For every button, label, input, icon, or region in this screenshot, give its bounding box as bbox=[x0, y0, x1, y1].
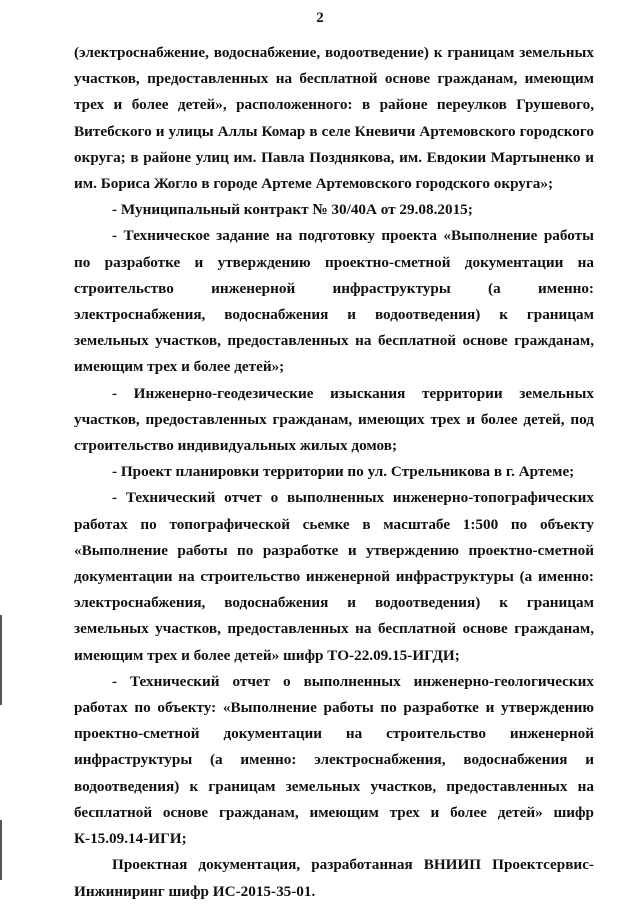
scan-edge-mark bbox=[0, 820, 2, 880]
paragraph-geodetic-surveys: - Инженерно-геодезические изыскания территории земельных участков, предоставленных гражданам, имеющих трех и более детей, под строительство индивидуальных жилых домов; bbox=[74, 384, 594, 455]
paragraph-municipal-contract: - Муниципальный контракт № 30/40А от 29.08.2015; bbox=[112, 201, 473, 219]
paragraph-geological-report: - Технический отчет о выполненных инженерно-геологических работах по объекту: «Выполнение работы по разработке и утверждению проектно-сметной документации на строительство инженерной инфраструктуры (а именно: электроснабжения, водоснабжения и водоотведения) к границам земельных участков, предоставленных на бесплатной основе гражданам, имеющим трех и более детей» шифр К-15.09.14-ИГИ; bbox=[74, 672, 594, 848]
paragraph-object-description: (электроснабжение, водоснабжение, водоотведение) к границам земельных участков, предоставленных на бесплатной основе гражданам, имеющим трех и более детей», расположенного: в районе переулков Грушевого, Витебского и улицы Аллы Комар в селе Кневичи Артемовского городского округа; в районе улиц им. Павла Позднякова, им. Евдокии Мартыненко и им. Бориса Жогло в городе Артеме Артемовского городского округа»; bbox=[74, 44, 594, 193]
paragraph-technical-assignment: - Техническое задание на подготовку проекта «Выполнение работы по разработке и утверждению проектно-сметной документации на строительство инженерной инфраструктуры (а именно: электроснабжения, водоснабжения и водоотведения) к границам земельных участков, предоставленных на бесплатной основе гражданам, имеющим трех и более детей»; bbox=[74, 227, 594, 376]
paragraph-project-documentation: Проектная документация, разработанная ВНИИП Проектсервис-Инжиниринг шифр ИС-2015-35-01. bbox=[74, 856, 594, 900]
paragraph-topographic-report: - Технический отчет о выполненных инженерно-топографических работах по топографической сьемке в масштабе 1:500 по объекту «Выполнение работы по разработке и утверждению проектно-сметной документации на строительство инженерной инфраструктуры (а именно: электроснабжения, водоснабжения и водоотведения) к границам земельных участков, предоставленных на бесплатной основе гражданам, имеющим трех и более детей» шифр ТО-22.09.15-ИГДИ; bbox=[74, 489, 594, 664]
paragraph-territory-planning: - Проект планировки территории по ул. Стрельникова в г. Артеме; bbox=[112, 463, 575, 481]
document-body bbox=[74, 40, 594, 905]
scan-edge-mark bbox=[0, 615, 2, 705]
page-number: 2 bbox=[316, 10, 324, 26]
